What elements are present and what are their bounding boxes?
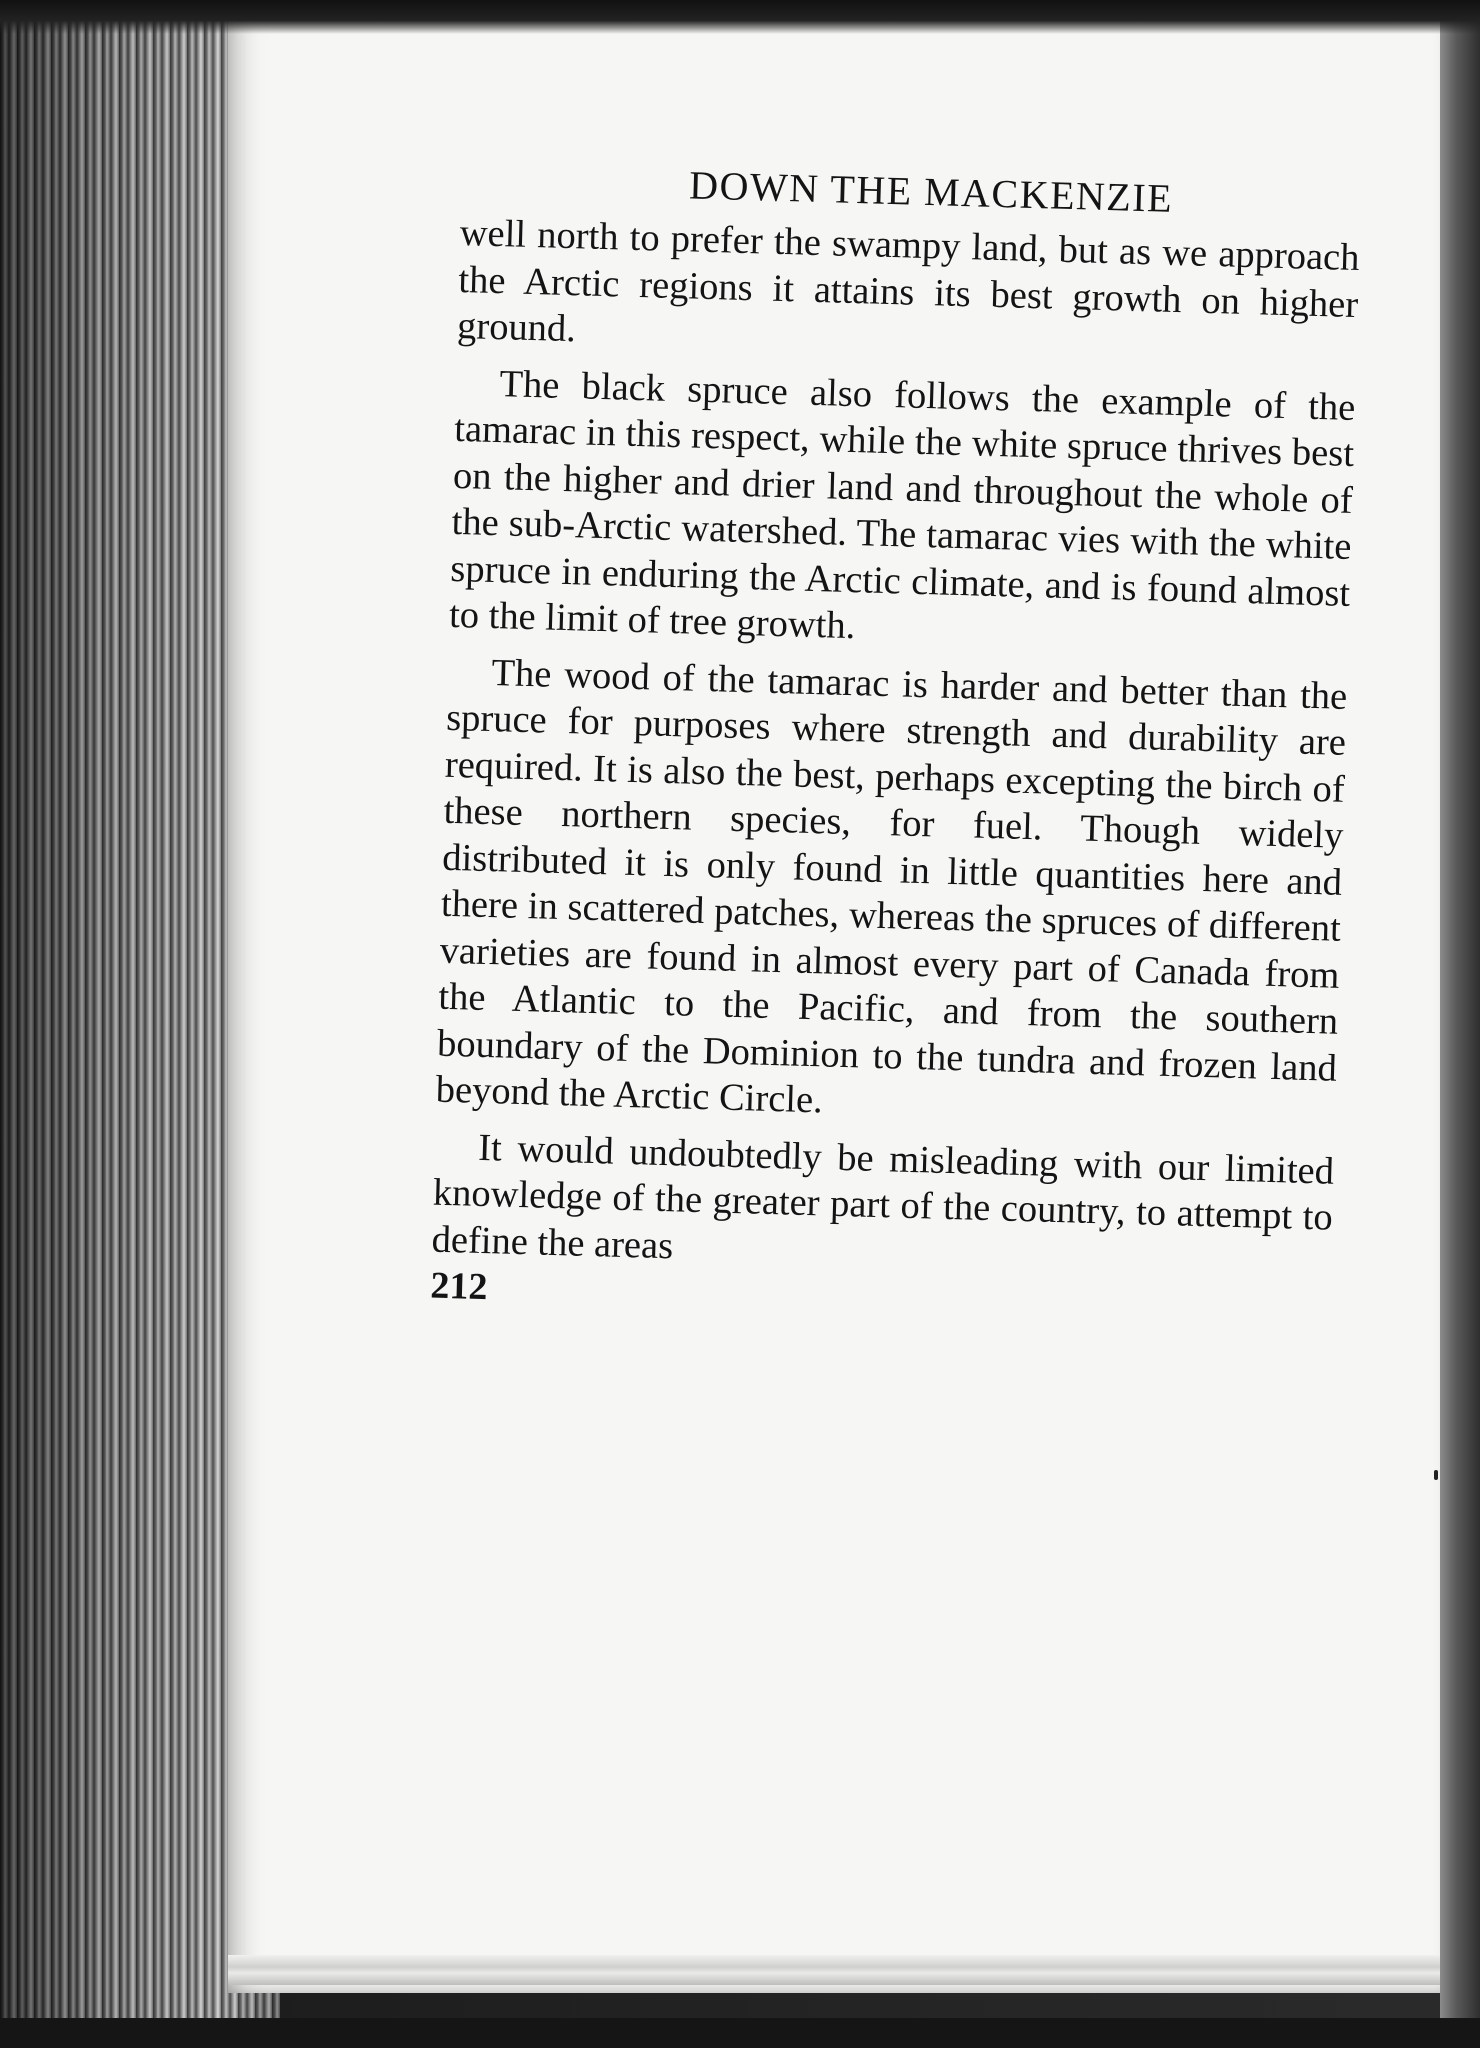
paragraph-4: It would undoubtedly be misleading with our limited knowledge of the greater part of the country, to attempt to define the areas: [431, 1126, 1335, 1267]
paragraph-3: The wood of the tamarac is harder and better than the spruce for purposes where strength and durability are required. It is also the best, perhaps excepting the birch of these northern species, for fuel. Though widely distributed it is only found in little quantities here and there in scattered patches, whereas the spruces of different varieties are found in almost every part of Canada from the Atlantic to the Pacific, and from the southern boundary of the Dominion to the tundra and frozen land beyond the Arctic Circle.: [435, 651, 1348, 1122]
page-text-block: [430, 155, 1362, 1334]
running-head: DOWN THE MACKENZIE: [688, 162, 1174, 221]
page-number: 212: [429, 1264, 488, 1309]
ink-speck: [1434, 1470, 1438, 1480]
page-bottom-edge: [228, 1955, 1440, 1985]
right-book-edge: [1440, 0, 1480, 2048]
top-shadow: [0, 0, 1480, 34]
bottom-strip: [0, 2018, 1480, 2048]
paragraph-1: well north to prefer the swampy land, but as we approach the Arctic regions it attains its best growth on higher ground.: [456, 211, 1361, 351]
paragraph-2: The black spruce also follows the example of the tamarac in this respect, while the white spruce thrives best on the higher and drier land and throughout the whole of the sub-Arctic watershed. The tamarac vies with the white spruce in enduring the Arctic climate, and is found almost to the limit of tree growth.: [448, 362, 1356, 648]
